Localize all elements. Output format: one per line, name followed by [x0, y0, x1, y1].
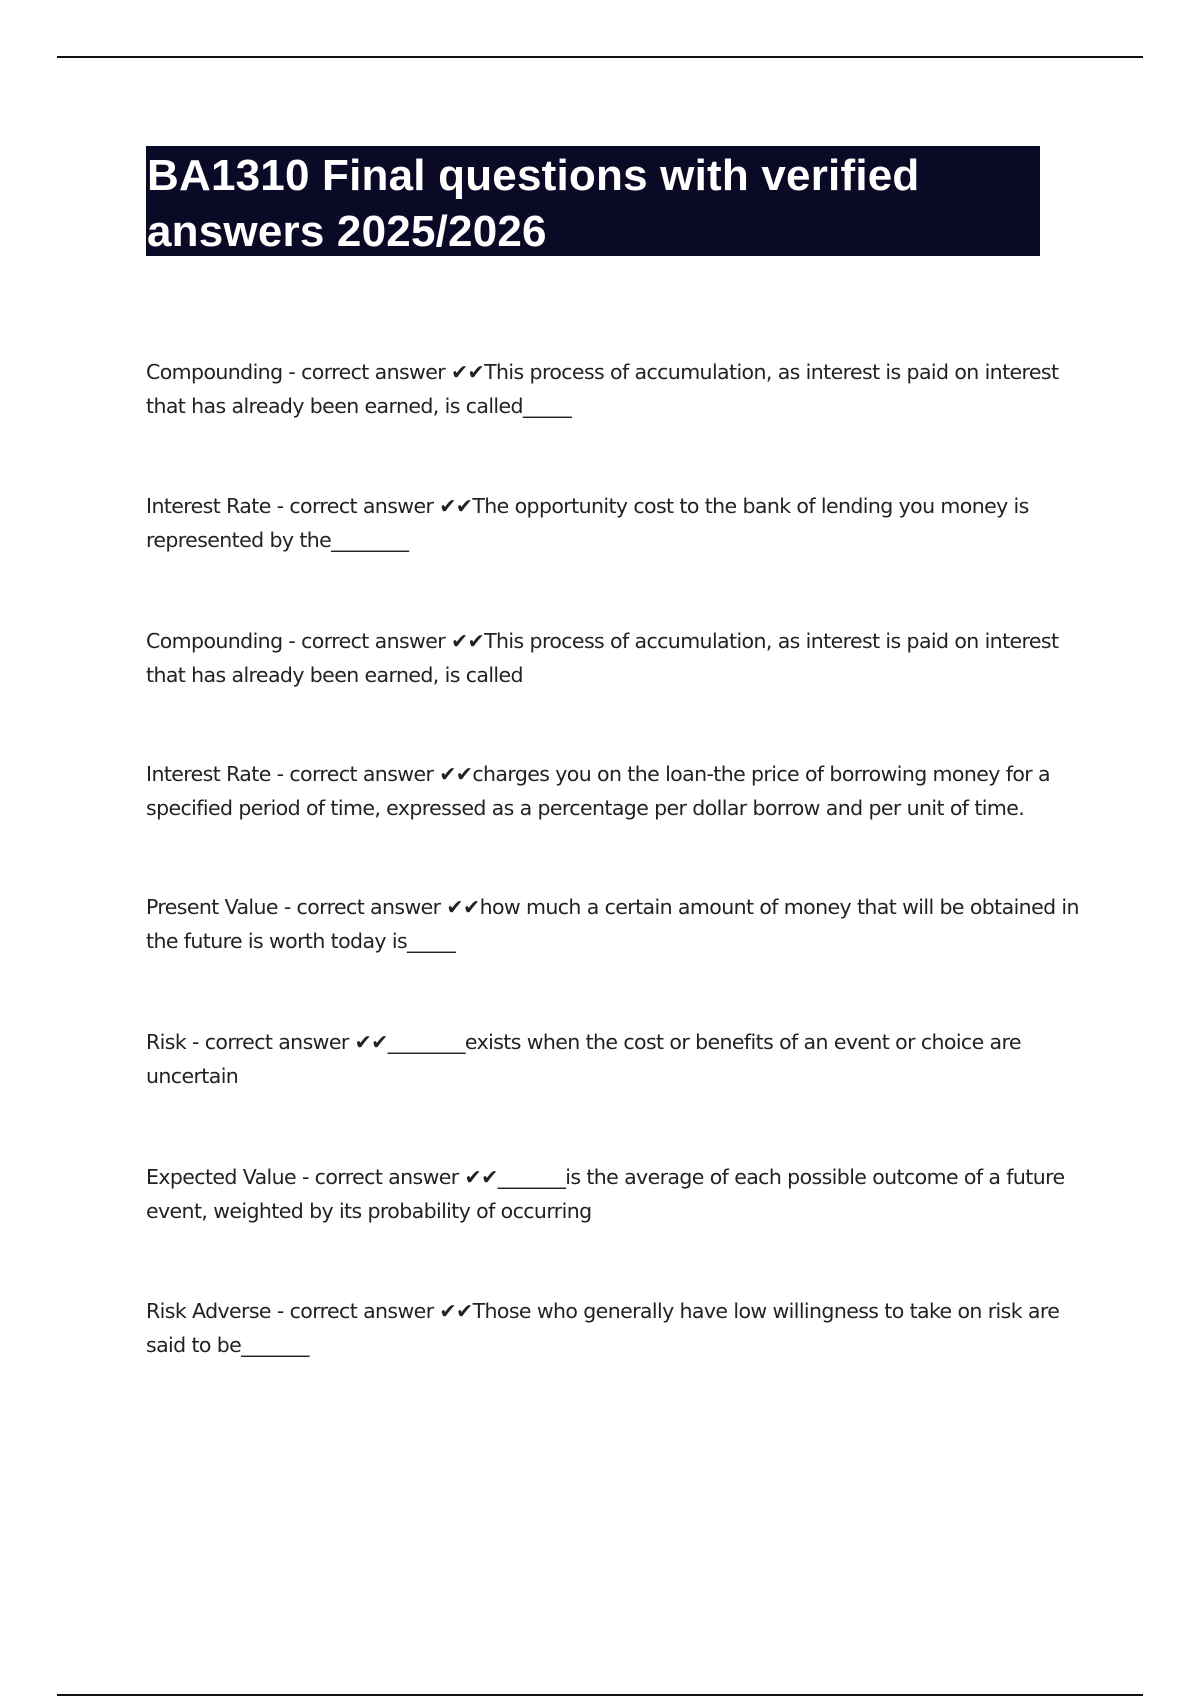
qa-item: Interest Rate - correct answer ✔✔The opportunity cost to the bank of lending you money is represented by the________: [146, 494, 1029, 552]
qa-item: Interest Rate - correct answer ✔✔charges you on the loan-the price of borrowing money for a specified period of time, expressed as a percentage per dollar borrow and per unit of time.: [146, 762, 1050, 820]
qa-item: Risk - correct answer ✔✔________exists when the cost or benefits of an event or choice are uncertain: [146, 1030, 1021, 1088]
footer-rule: [57, 1694, 1143, 1696]
qa-item: Compounding - correct answer ✔✔This process of accumulation, as interest is paid on interest that has already been earned, is called: [146, 629, 1059, 687]
qa-item: Expected Value - correct answer ✔✔_______is the average of each possible outcome of a future event, weighted by its probability of occurring: [146, 1165, 1065, 1223]
qa-item: Compounding - correct answer ✔✔This process of accumulation, as interest is paid on interest that has already been earned, is called_____: [146, 360, 1059, 418]
document-title: BA1310 Final questions with verified answers 2025/2026: [147, 151, 920, 256]
qa-item: Risk Adverse - correct answer ✔✔Those who generally have low willingness to take on risk are said to be_______: [146, 1299, 1060, 1357]
qa-item: Present Value - correct answer ✔✔how much a certain amount of money that will be obtained in the future is worth today is_____: [146, 895, 1079, 953]
header-rule: [57, 56, 1143, 58]
title-banner: [146, 146, 1040, 256]
